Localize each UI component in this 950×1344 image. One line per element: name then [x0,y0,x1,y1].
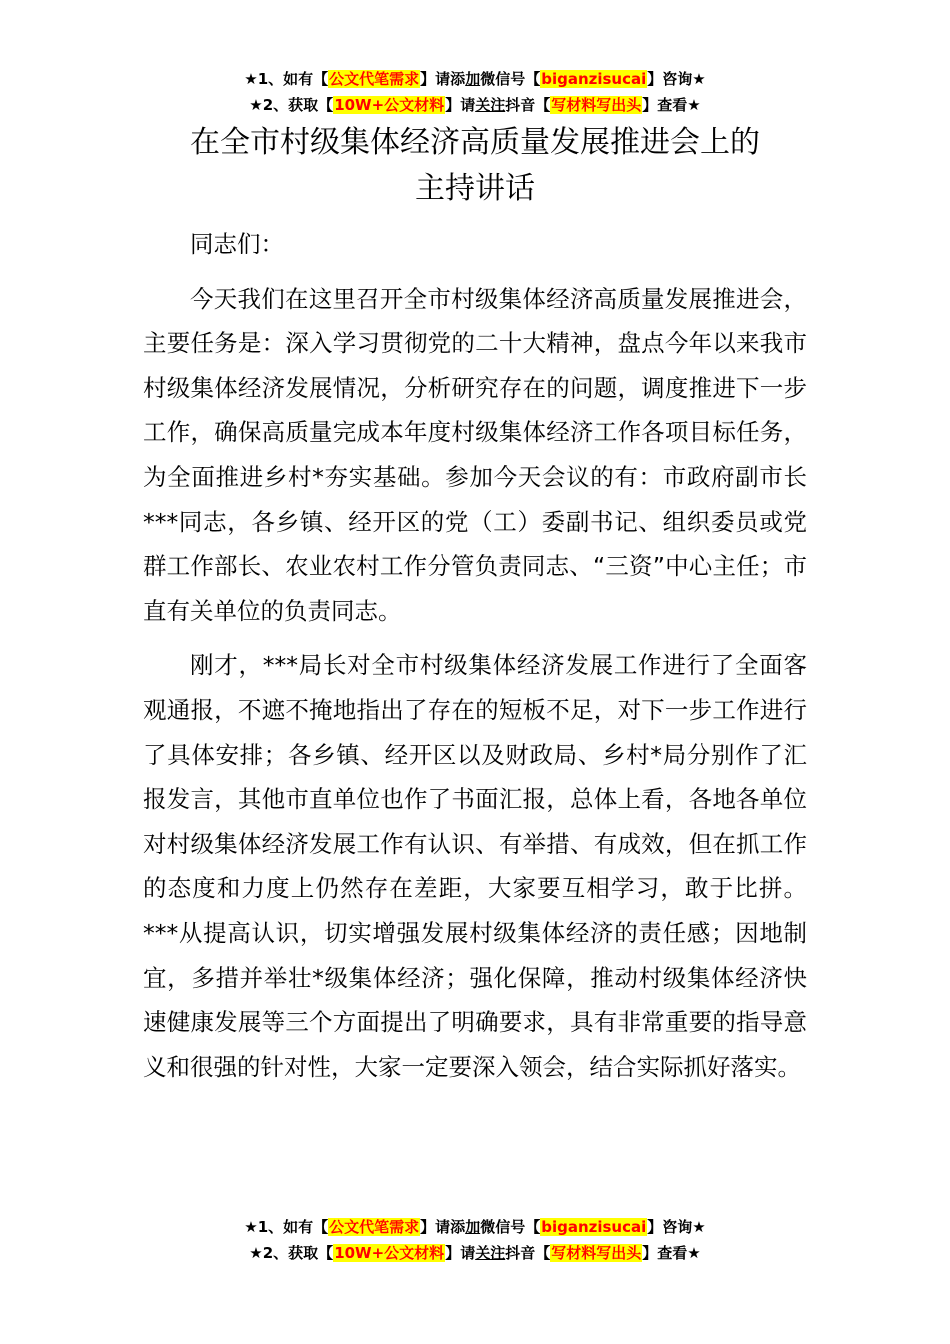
header-banner [0,66,950,118]
greeting: 同志们： [190,230,284,258]
banner-highlight: biganzisucai [541,1218,647,1236]
footer-banner [0,1214,950,1266]
banner-text: ★2、获取【 [249,1244,334,1262]
banner-text: 微信号【 [480,70,541,88]
banner-line-1 [0,66,950,92]
banner-highlight: 公文代笔需求 [329,1218,420,1236]
banner-highlight: 10W+公文材料 [334,96,445,114]
banner-text: ★1、如有【 [244,1218,329,1236]
banner-highlight: 写材料写出头 [551,96,642,114]
banner-text: ★2、获取【 [249,96,334,114]
banner-text: 】咨询★ [647,1218,706,1236]
banner-text: ★1、如有【 [244,70,329,88]
banner-highlight: 10W+公文材料 [334,1244,445,1262]
banner-line-2 [0,92,950,118]
banner-highlight: 写材料写出头 [551,1244,642,1262]
paragraph-1: 今天我们在这里召开全市村级集体经济高质量发展推进会，主要任务是：深入学习贯彻党的二十大精神，盘点今年以来我市村级集体经济发展情况，分析研究存在的问题，调度推进下一步工作，确保高质量完成本年度村级集体经济工作各项目标任务，为全面推进乡村*夯实基础。参加今天会议的有：市政府副市长***同志，各乡镇、经开区的党（工）委副书记、组织委员或党群工作部长、农业农村工作分管负责同志、“三资”中心主任；市直有关单位的负责同志。 [143,284,807,625]
banner-highlight: 公文代笔需求 [329,70,420,88]
paragraph-2: 刚才，***局长对全市村级集体经济发展工作进行了全面客观通报，不遮不掩地指出了存在的短板不足，对下一步工作进行了具体安排；各乡镇、经开区以及财政局、乡村*局分别作了汇报发言，其他市直单位也作了书面汇报，总体上看，各地各单位对村级集体经济发展工作有认识、有举措、有成效，但在抓工作的态度和力度上仍然存在差距，大家要互相学习，敢于比拼。***从提高认识，切实增强发展村级集体经济的责任感；因地制宜，多措并举壮*级集体经济；强化保障，推动村级集体经济快速健康发展等三个方面提出了明确要求，具有非常重要的指导意义和很强的针对性，大家一定要深入领会，结合实际抓好落实。 [143,651,807,1081]
banner-underlined: 关注 [475,1244,506,1262]
banner-text: 】请 [445,96,476,114]
banner-text: 】请添 [420,70,466,88]
banner-line-1 [0,1214,950,1240]
banner-text: 】查看★ [642,1244,701,1262]
document-title [120,120,830,212]
banner-text: 抖音【 [505,1244,551,1262]
document-body [143,222,807,1099]
banner-text: 】咨询★ [647,70,706,88]
banner-text: 】请添 [420,1218,466,1236]
banner-text: 微信号【 [480,1218,541,1236]
banner-underlined: 加 [465,70,481,88]
banner-underlined: 加 [465,1218,481,1236]
banner-line-2 [0,1240,950,1266]
banner-text: 】请 [445,1244,476,1262]
title-line-2: 主持讲话 [415,171,535,206]
banner-text: 抖音【 [505,96,551,114]
banner-text: 】查看★ [642,96,701,114]
banner-underlined: 关注 [475,96,506,114]
title-line-1: 在全市村级集体经济高质量发展推进会上的 [190,125,760,160]
banner-highlight: biganzisucai [541,70,647,88]
